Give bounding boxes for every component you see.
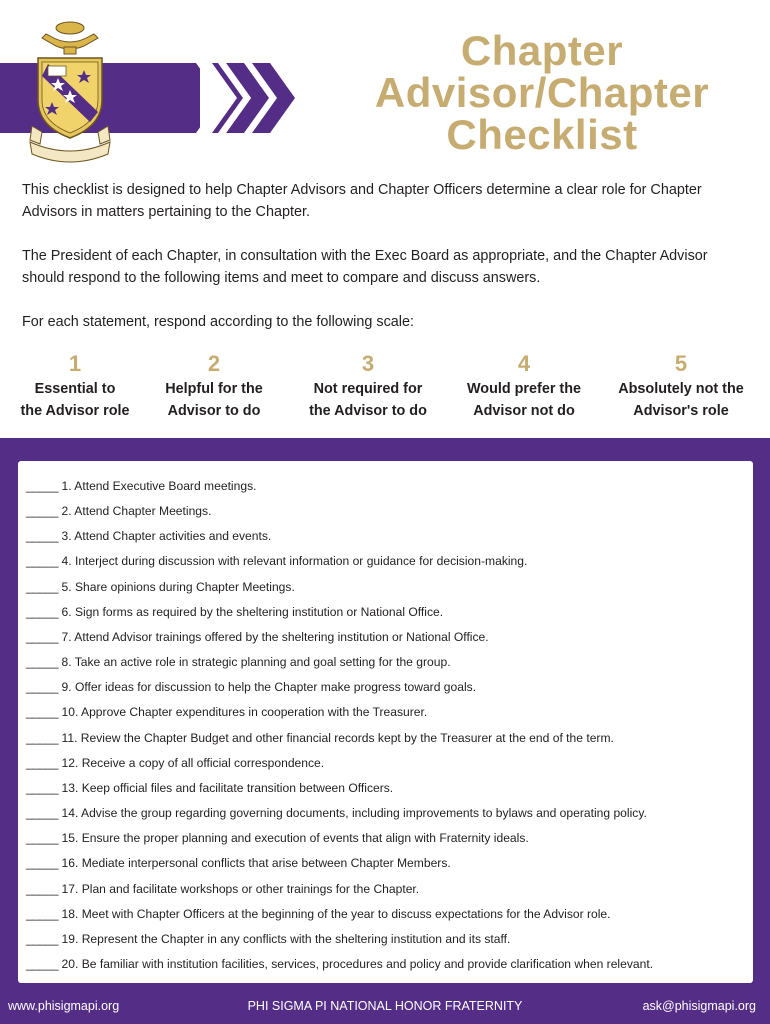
footer-organization: PHI SIGMA PI NATIONAL HONOR FRATERNITY [247, 999, 523, 1013]
intro-paragraph-3: For each statement, respond according to the following scale: [22, 314, 414, 330]
checklist-item-text: 4. Interject during discussion with relevant information or guidance for decision-making. [61, 554, 528, 569]
checklist-item-text: 17. Plan and facilitate workshops or other trainings for the Chapter. [61, 881, 420, 896]
response-blank[interactable]: _____ [26, 504, 59, 519]
response-blank[interactable]: _____ [26, 655, 59, 670]
scale-label: Not required for the Advisor to do [309, 381, 427, 419]
intro-paragraph-2: The President of each Chapter, in consultation with the Exec Board as appropriate, and the Chapter Advisor should respond to the following items and meet to compare and discuss answers. [22, 248, 708, 286]
response-blank[interactable]: _____ [26, 780, 59, 795]
response-blank[interactable]: _____ [26, 479, 59, 493]
scale-item-1 [12, 351, 138, 422]
checklist-item-text: 8. Take an active role in strategic planning and goal setting for the group. [61, 655, 451, 670]
scale-number: 1 [68, 351, 82, 376]
checklist-item [26, 625, 753, 650]
scale-number: 3 [361, 351, 375, 376]
response-blank[interactable]: _____ [26, 856, 59, 871]
response-blank[interactable]: _____ [26, 705, 59, 720]
checklist-item [26, 751, 753, 776]
scale-number: 5 [674, 351, 688, 376]
checklist-item [26, 851, 753, 876]
checklist-item-text: 18. Meet with Chapter Officers at the beginning of the year to discuss expectations for the Advisor role. [61, 906, 611, 921]
checklist-item [26, 549, 753, 574]
checklist-item-text: 11. Review the Chapter Budget and other financial records kept by the Treasurer at the end of the term. [61, 730, 614, 745]
response-blank[interactable]: _____ [26, 579, 59, 594]
checklist-item [26, 776, 753, 801]
response-scale [0, 351, 770, 431]
checklist-item [26, 826, 753, 851]
checklist-item-text: 7. Attend Advisor trainings offered by the sheltering institution or National Office. [61, 629, 489, 644]
checklist-item-text: 10. Approve Chapter expenditures in cooperation with the Treasurer. [61, 705, 428, 720]
checklist-section [0, 438, 770, 1024]
checklist-item [26, 600, 753, 625]
response-blank[interactable]: _____ [26, 956, 59, 971]
intro-paragraph-1: This checklist is designed to help Chapter Advisors and Chapter Officers determine a clear role for Chapter Advisors in matters pertaining to the Chapter. [22, 182, 702, 220]
checklist-item-text: 1. Attend Executive Board meetings. [61, 479, 257, 493]
checklist-item [26, 575, 753, 600]
scale-label: Essential to the Advisor role [20, 381, 130, 419]
checklist-item [26, 474, 753, 499]
checklist-item [26, 952, 753, 977]
response-blank[interactable]: _____ [26, 755, 59, 770]
scale-label: Absolutely not the Advisor's role [618, 381, 744, 419]
response-blank[interactable]: _____ [26, 831, 59, 846]
checklist-item [26, 927, 753, 952]
checklist-item-text: 6. Sign forms as required by the sheltering institution or National Office. [61, 604, 444, 619]
footer [0, 994, 770, 1018]
scale-label: Would prefer the Advisor not do [466, 381, 582, 419]
response-blank[interactable]: _____ [26, 604, 59, 619]
checklist-item-text: 15. Ensure the proper planning and execution of events that align with Fraternity ideals. [61, 831, 529, 846]
checklist-item [26, 726, 753, 751]
response-blank[interactable]: _____ [26, 806, 59, 821]
footer-website-link[interactable]: www.phisigmapi.org [8, 999, 120, 1013]
checklist-item-text: 2. Attend Chapter Meetings. [61, 504, 212, 519]
checklist-item-text: 16. Mediate interpersonal conflicts that arise between Chapter Members. [61, 856, 451, 871]
response-blank[interactable]: _____ [26, 931, 59, 946]
checklist-card [18, 461, 753, 983]
checklist-item [26, 801, 753, 826]
checklist-item [26, 524, 753, 549]
response-blank[interactable]: _____ [26, 730, 59, 745]
response-blank[interactable]: _____ [26, 680, 59, 695]
response-blank[interactable]: _____ [26, 554, 59, 569]
response-blank[interactable]: _____ [26, 529, 59, 544]
checklist-item-text: 9. Offer ideas for discussion to help the Chapter make progress toward goals. [61, 680, 477, 695]
checklist-item [26, 902, 753, 927]
checklist-item-text: 13. Keep official files and facilitate transition between Officers. [61, 780, 394, 795]
scale-item-4 [456, 351, 592, 422]
scale-item-5 [606, 351, 756, 422]
response-blank[interactable]: _____ [26, 906, 59, 921]
checklist-items [18, 461, 753, 977]
checklist-item [26, 675, 753, 700]
scale-number: 4 [517, 351, 531, 376]
checklist-item-text: 5. Share opinions during Chapter Meetings. [61, 579, 295, 594]
checklist-item-text: 19. Represent the Chapter in any conflicts with the sheltering institution and its staff. [61, 931, 511, 946]
checklist-item [26, 499, 753, 524]
checklist-item [26, 700, 753, 725]
title-line-3: Checklist [446, 111, 638, 158]
fraternity-crest-logo [28, 14, 112, 166]
checklist-item [26, 877, 753, 902]
checklist-item-text: 14. Advise the group regarding governing documents, including improvements to bylaws and operating policy. [61, 806, 647, 821]
footer-email-link[interactable]: ask@phisigmapi.org [642, 999, 756, 1013]
scale-number: 2 [207, 351, 221, 376]
checklist-item-text: 3. Attend Chapter activities and events. [61, 529, 272, 544]
title-line-1: Chapter [460, 27, 624, 74]
response-blank[interactable]: _____ [26, 629, 59, 644]
response-blank[interactable]: _____ [26, 881, 59, 896]
scale-item-3 [298, 351, 438, 422]
scale-label: Helpful for the Advisor to do [165, 381, 263, 419]
checklist-item-text: 20. Be familiar with institution facilities, services, procedures and policy and provide clarification when relevant. [61, 956, 654, 971]
page-title [352, 27, 732, 158]
title-line-2: Advisor/Chapter [374, 69, 710, 116]
scale-item-2 [152, 351, 276, 422]
checklist-item [26, 650, 753, 675]
intro-text [22, 179, 742, 333]
checklist-item-text: 12. Receive a copy of all official correspondence. [61, 755, 325, 770]
